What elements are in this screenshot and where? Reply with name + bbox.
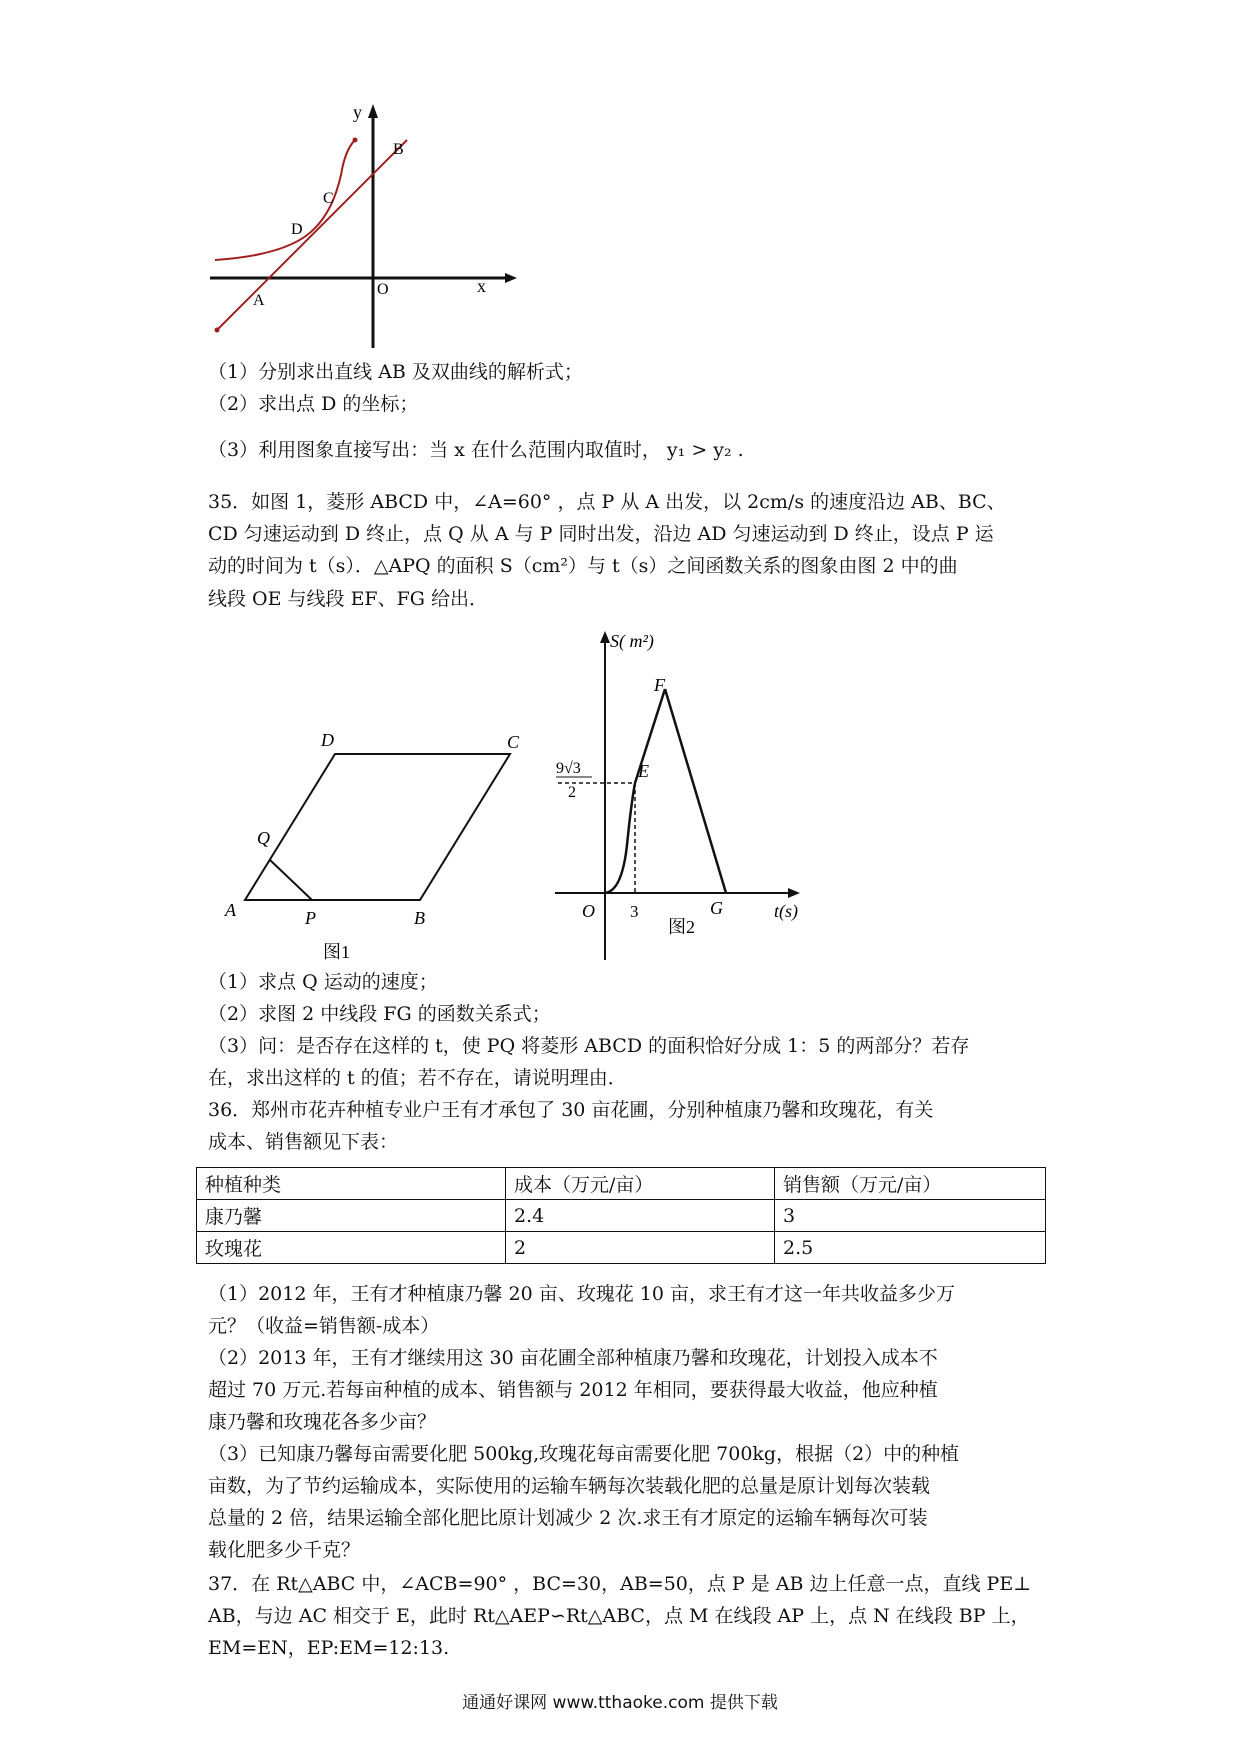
point-g-label: G <box>710 898 723 918</box>
q35-item-2: （2）求图 2 中线段 FG 的函数关系式； <box>208 1003 551 1025</box>
figure-2-caption: 图2 <box>668 917 695 937</box>
rhombus-label-a: A <box>225 900 236 920</box>
table-cell: 2 <box>506 1232 775 1264</box>
point-c-label: C <box>323 190 334 207</box>
table-cell: 2.4 <box>506 1200 775 1232</box>
q34-item-2: （2）求出点 D 的坐标； <box>208 393 419 415</box>
point-b-label: B <box>393 141 404 158</box>
table-cell: 玫瑰花 <box>197 1232 506 1264</box>
rhombus-label-c: C <box>507 732 520 752</box>
table-cell: 3 <box>775 1200 1046 1232</box>
q36-item-2c: 康乃馨和玫瑰花各多少亩？ <box>208 1411 437 1433</box>
q37-line-2: AB，与边 AC 相交于 E，此时 Rt△AEP∽Rt△ABC，点 M 在线段 AP 上，点 N 在线段 BP 上， <box>208 1605 1030 1627</box>
q36-item-3d: 载化肥多少千克？ <box>208 1539 361 1561</box>
figure-1-caption: 图1 <box>323 942 350 962</box>
q36-item-3b: 亩数，为了节约运输成本，实际使用的运输车辆每次装载化肥的总量是原计划每次装载 <box>208 1475 931 1497</box>
q36-item-2a: （2）2013 年，王有才继续用这 30 亩花圃全部种植康乃馨和玫瑰花，计划投入成本不 <box>208 1347 938 1369</box>
q35-line-3: 动的时间为 t（s）．△APQ 的面积 S（cm²）与 t（s）之间函数关系的图象由图 2 中的曲 <box>208 555 958 577</box>
q35-item-1: （1）求点 Q 运动的速度； <box>208 971 438 993</box>
q37-line-1: 37．在 Rt△ABC 中，∠ACB=90° ，BC=30，AB=50，点 P 是 AB 边上任意一点，直线 PE⊥ <box>208 1573 1032 1595</box>
q36-line-1: 36．郑州市花卉种植专业户王有才承包了 30 亩花圃，分别种植康乃馨和玫瑰花，有关 <box>208 1099 934 1121</box>
rhombus-label-q: Q <box>257 828 270 848</box>
q36-line-2: 成本、销售额见下表： <box>208 1131 399 1153</box>
table-header-cell: 销售额（万元/亩） <box>775 1168 1046 1200</box>
table-cell: 2.5 <box>775 1232 1046 1264</box>
page-footer: 通通好课网 www.tthaoke.com 提供下载 <box>462 1693 778 1713</box>
table-header-cell: 种植种类 <box>197 1168 506 1200</box>
x-axis-label: x <box>477 276 486 296</box>
fraction-numerator: 9√3 <box>556 760 581 777</box>
table-row <box>197 1232 1046 1264</box>
q37-line-3: EM=EN，EP:EM=12:13. <box>208 1637 450 1659</box>
q35-line-4: 线段 OE 与线段 EF、FG 给出． <box>208 588 489 610</box>
rhombus-figure <box>215 720 535 965</box>
hyperbola-figure <box>205 100 525 350</box>
q36-item-1a: （1）2012 年，王有才种植康乃馨 20 亩、玫瑰花 10 亩，求王有才这一年共收益多少万 <box>208 1283 955 1305</box>
q34-item-3: （3）利用图象直接写出：当 x 在什么范围内取值时， y₁ > y₂ . <box>208 439 744 461</box>
q35-line-2: CD 匀速运动到 D 终止，点 Q 从 A 与 P 同时出发，沿边 AD 匀速运动到 D 终止，设点 P 运 <box>208 523 994 545</box>
q35-item-4: 在，求出这样的 t 的值；若不存在，请说明理由． <box>208 1067 627 1089</box>
cost-sales-table <box>196 1167 1046 1264</box>
s-axis-label: S( m²) <box>610 631 654 651</box>
point-a-label: A <box>253 292 265 309</box>
fraction-denominator: 2 <box>568 784 576 801</box>
q36-item-3c: 总量的 2 倍，结果运输全部化肥比原计划减少 2 次.求王有才原定的运输车辆每次可装 <box>208 1507 928 1529</box>
origin-label: O <box>377 281 389 298</box>
graph-origin-label: O <box>582 901 595 921</box>
q36-item-2b: 超过 70 万元.若每亩种植的成本、销售额与 2012 年相同，要获得最大收益，他应种植 <box>208 1379 938 1401</box>
point-f-label: F <box>654 675 665 695</box>
rhombus-label-p: P <box>305 908 316 928</box>
t-axis-label: t(s) <box>774 901 798 921</box>
q35-line-1: 35．如图 1，菱形 ABCD 中，∠A=60° ，点 P 从 A 出发，以 2cm/s 的速度沿边 AB、BC、 <box>208 491 1006 513</box>
table-row <box>197 1200 1046 1232</box>
y-axis-label: y <box>353 102 362 122</box>
area-time-graph <box>550 625 820 965</box>
point-d-label: D <box>291 221 303 238</box>
q34-item-1: （1）分别求出直线 AB 及双曲线的解析式； <box>208 361 583 383</box>
table-cell: 康乃馨 <box>197 1200 506 1232</box>
table-header-cell: 成本（万元/亩） <box>506 1168 775 1200</box>
q35-item-3: （3）问：是否存在这样的 t，使 PQ 将菱形 ABCD 的面积恰好分成 1：5 的两部分？若存 <box>208 1035 970 1057</box>
q36-item-1b: 元？（收益=销售额-成本） <box>208 1315 440 1337</box>
rhombus-label-d: D <box>321 730 334 750</box>
tick-label-3: 3 <box>630 902 639 921</box>
rhombus-label-b: B <box>414 908 425 928</box>
table-header-row <box>197 1168 1046 1200</box>
point-e-label: E <box>638 761 649 781</box>
q36-item-3a: （3）已知康乃馨每亩需要化肥 500kg,玫瑰花每亩需要化肥 700kg，根据（2）中的种植 <box>208 1443 960 1465</box>
